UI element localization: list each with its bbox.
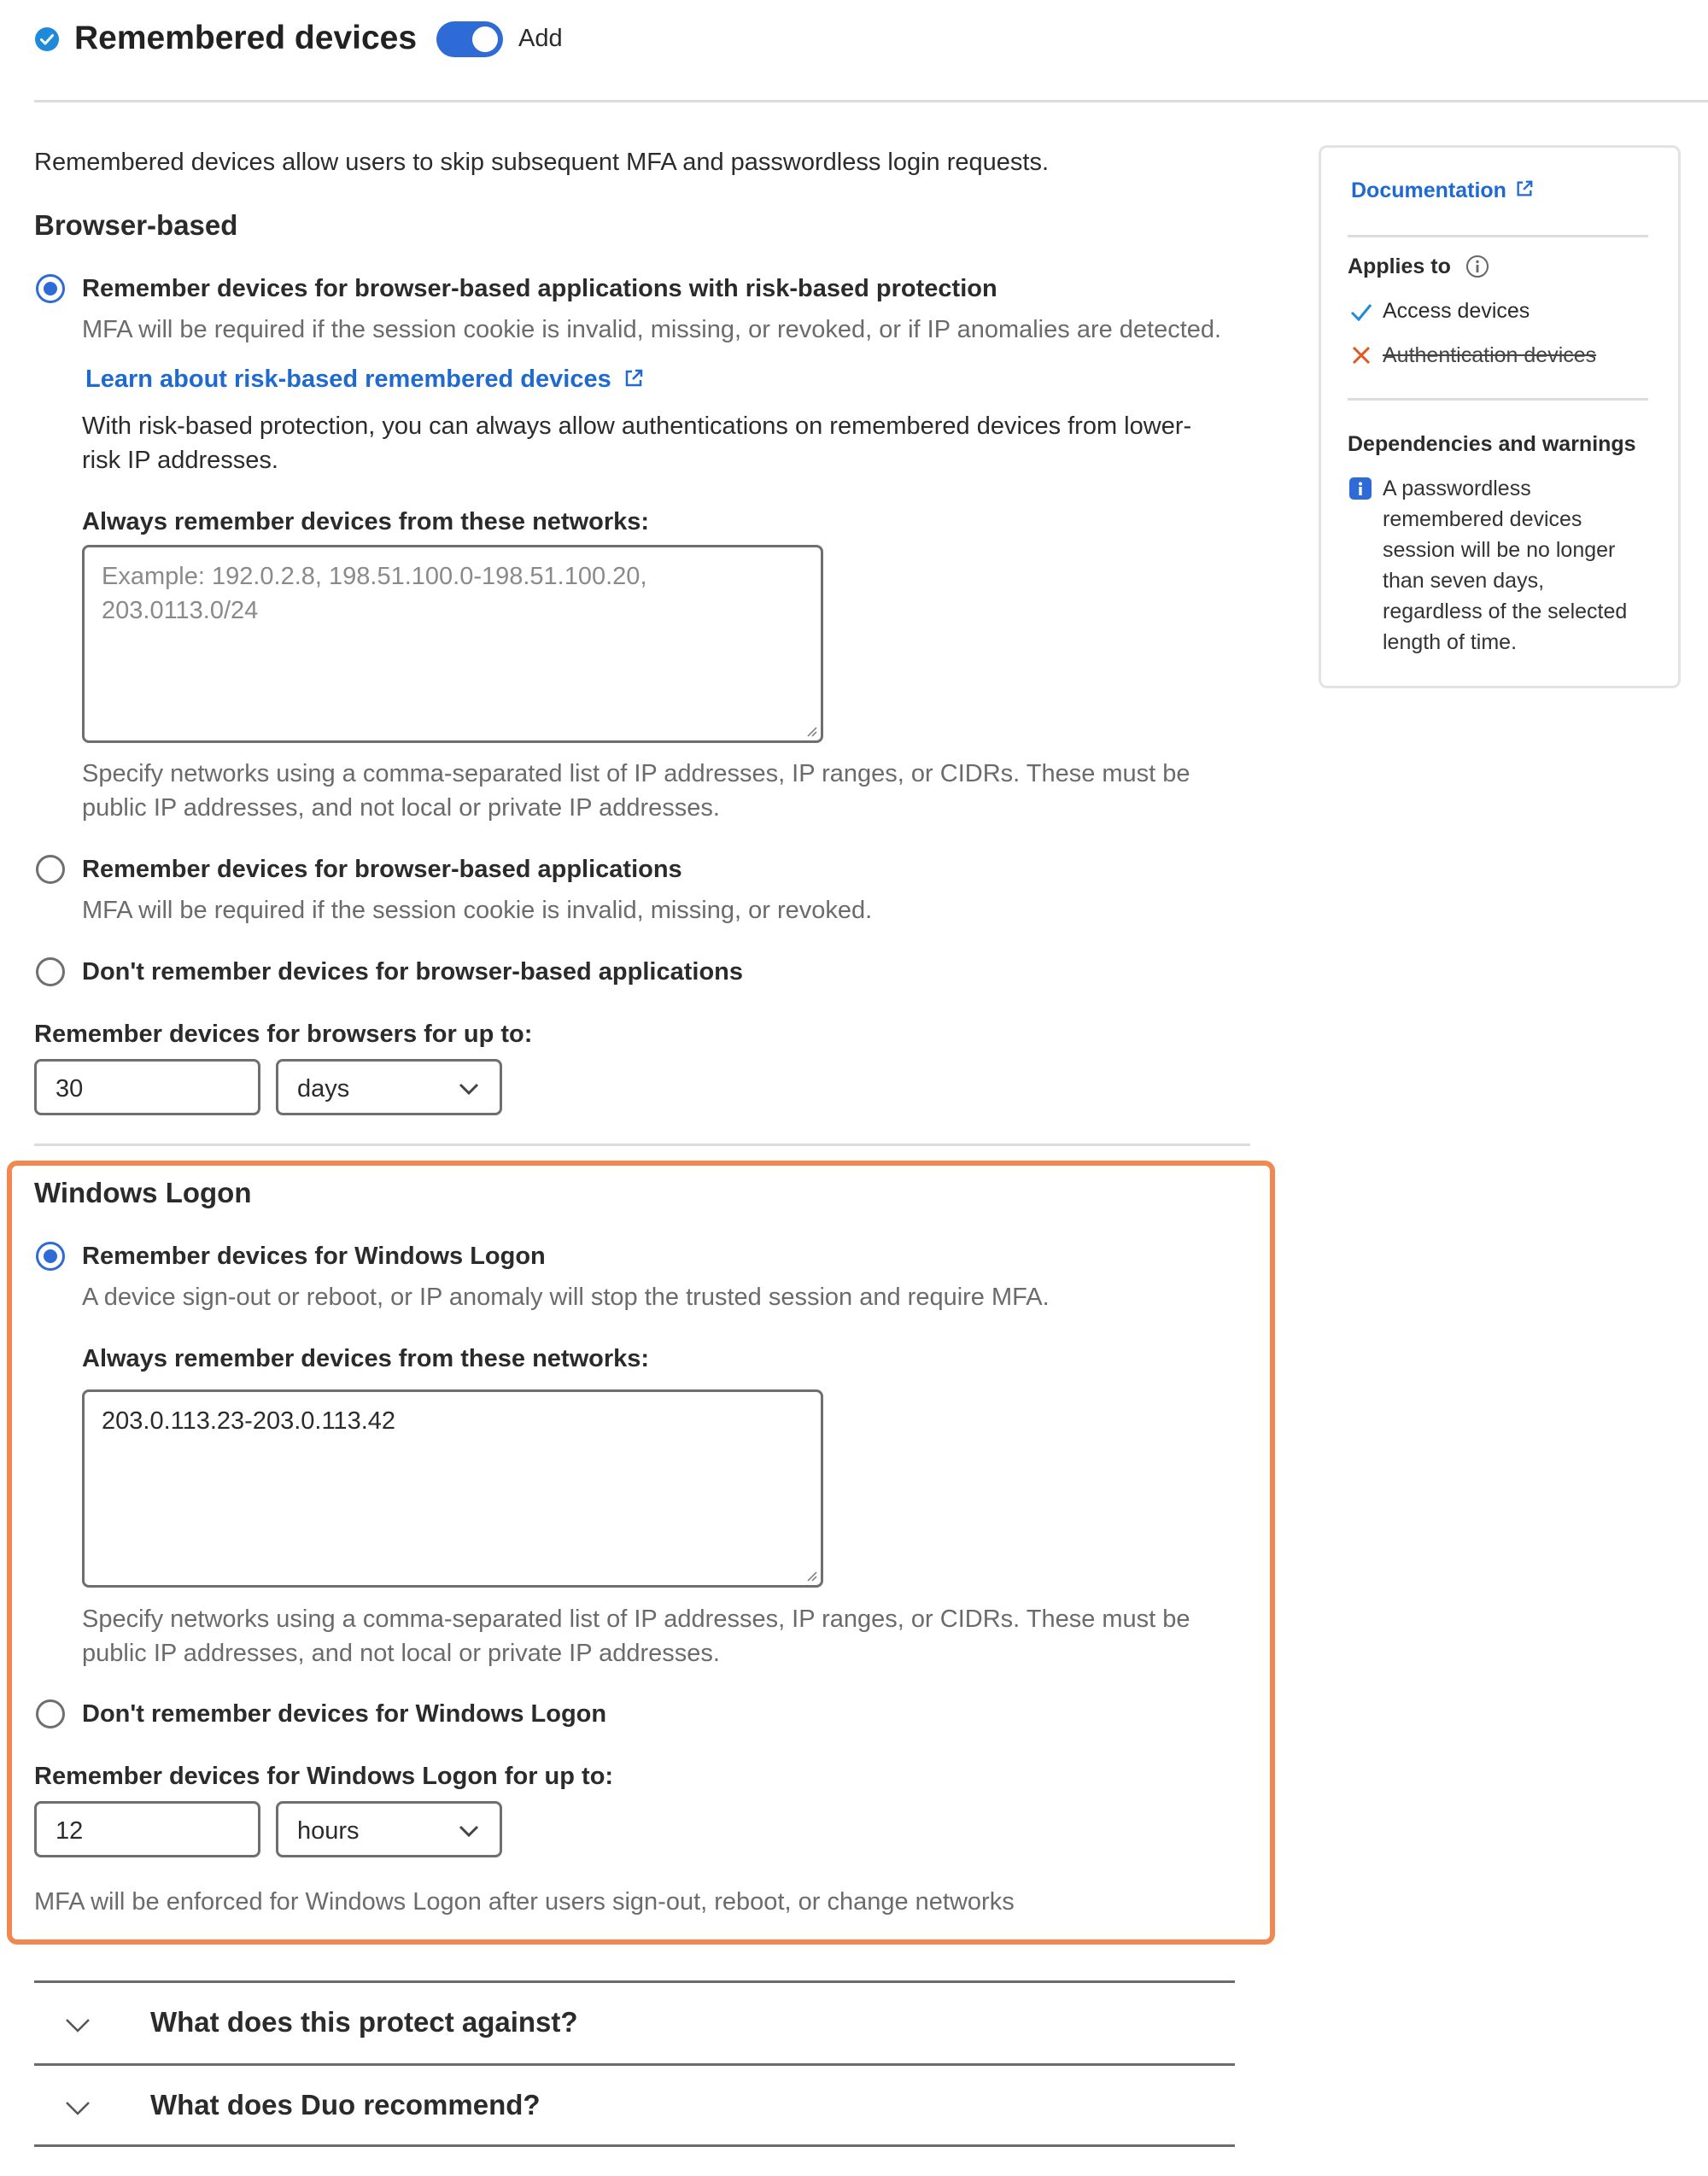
windows-footer-note: MFA will be enforced for Windows Logon after users sign-out, reboot, or change networks — [34, 1888, 1015, 1916]
option-browser-risk-desc: MFA will be required if the session cookie is invalid, missing, or revoked, or if IP anomalies are detected. — [82, 316, 1222, 343]
risk-note-line2: risk IP addresses. — [82, 447, 278, 474]
radio-windows-none[interactable] — [36, 1699, 65, 1729]
accordion-divider-bottom — [34, 2144, 1235, 2147]
card-divider-1 — [1348, 235, 1648, 237]
browser-duration-input[interactable] — [34, 1059, 260, 1115]
page-title: Remembered devices — [74, 20, 418, 56]
option-windows-remember-label: Remember devices for Windows Logon — [82, 1243, 546, 1270]
toggle-label: Add — [518, 25, 563, 52]
dependencies-line: A passwordless — [1383, 477, 1531, 500]
documentation-link[interactable] — [1351, 175, 1534, 206]
chevron-down-icon — [457, 1079, 481, 1099]
windows-networks-label: Always remember devices from these networks: — [82, 1345, 650, 1372]
windows-duration-input[interactable] — [34, 1801, 260, 1857]
dependencies-line: than seven days, — [1383, 569, 1545, 593]
chevron-down-icon — [63, 2097, 92, 2118]
header-divider — [34, 100, 1708, 102]
info-icon[interactable] — [1465, 254, 1489, 278]
resize-grip-icon — [804, 1568, 817, 1582]
option-windows-remember-desc: A device sign-out or reboot, or IP anomaly will stop the trusted session and require MFA. — [82, 1284, 1050, 1311]
add-toggle[interactable] — [436, 21, 503, 57]
dependencies-heading: Dependencies and warnings — [1348, 432, 1636, 456]
windows-networks-help-line2: public IP addresses, and not local or private IP addresses. — [82, 1640, 720, 1667]
risk-learn-link[interactable] — [85, 362, 644, 398]
browser-networks-help-line2: public IP addresses, and not local or private IP addresses. — [82, 794, 720, 822]
dependencies-line: remembered devices — [1383, 507, 1582, 531]
option-windows-none-label: Don't remember devices for Windows Logon — [82, 1700, 607, 1728]
accordion-recommend[interactable] — [34, 2066, 1235, 2144]
option-browser-basic-label: Remember devices for browser-based applications — [82, 856, 682, 883]
info-filled-icon — [1349, 477, 1372, 500]
browser-networks-label: Always remember devices from these networks: — [82, 508, 650, 535]
windows-duration-label: Remember devices for Windows Logon for up to: — [34, 1763, 614, 1790]
windows-duration-unit: hours — [297, 1817, 360, 1845]
accordion-protect-label: What does this protect against? — [150, 2006, 578, 2038]
chevron-down-icon — [457, 1821, 481, 1841]
card-divider-2 — [1348, 398, 1648, 401]
windows-duration-value: 12 — [56, 1817, 84, 1845]
risk-note-line1: With risk-based protection, you can always allow authentications on remembered devices from lower- — [82, 412, 1192, 440]
applies-authentication-devices: Authentication devices — [1383, 343, 1597, 367]
option-browser-basic-desc: MFA will be required if the session cookie is invalid, missing, or revoked. — [82, 897, 873, 924]
dependencies-text — [1383, 473, 1627, 658]
applies-access-devices: Access devices — [1383, 299, 1530, 323]
radio-browser-risk[interactable] — [36, 274, 65, 303]
dependencies-line: length of time. — [1383, 630, 1518, 654]
accordion-protect[interactable] — [34, 1983, 1235, 2063]
windows-duration-unit-select[interactable] — [276, 1801, 502, 1857]
browser-duration-unit-select[interactable] — [276, 1059, 502, 1115]
radio-windows-remember[interactable] — [36, 1242, 65, 1271]
external-link-icon — [1515, 179, 1534, 202]
accordion-recommend-label: What does Duo recommend? — [150, 2089, 541, 2120]
external-link-icon — [623, 364, 644, 398]
browser-section-divider — [34, 1144, 1250, 1146]
dependencies-line: regardless of the selected — [1383, 600, 1628, 623]
browser-duration-value: 30 — [56, 1075, 84, 1103]
check-icon — [1349, 301, 1373, 323]
chevron-down-icon — [63, 2015, 92, 2035]
intro-text: Remembered devices allow users to skip subsequent MFA and passwordless login requests. — [34, 149, 1049, 176]
browser-networks-help-line1: Specify networks using a comma-separated list of IP addresses, IP ranges, or CIDRs. These must be — [82, 760, 1190, 787]
browser-networks-placeholder: Example: 192.0.2.8, 198.51.100.0-198.51.100.20, 203.0113.0/24 — [102, 563, 654, 624]
dependencies-line: session will be no longer — [1383, 538, 1616, 562]
x-icon — [1351, 345, 1372, 366]
browser-networks-textarea[interactable] — [82, 545, 823, 743]
option-browser-risk-label: Remember devices for browser-based applications with risk-based protection — [82, 275, 997, 302]
browser-duration-unit: days — [297, 1075, 350, 1103]
documentation-link-text: Documentation — [1351, 178, 1506, 202]
radio-browser-basic[interactable] — [36, 855, 65, 884]
radio-browser-none[interactable] — [36, 957, 65, 986]
windows-networks-value: 203.0.113.23-203.0.113.42 — [102, 1407, 396, 1435]
browser-heading: Browser-based — [34, 209, 238, 241]
applies-to-label: Applies to — [1348, 254, 1451, 278]
option-browser-none-label: Don't remember devices for browser-based applications — [82, 958, 744, 986]
risk-learn-link-text: Learn about risk-based remembered devices — [85, 366, 611, 393]
windows-networks-textarea[interactable] — [82, 1389, 823, 1588]
browser-duration-label: Remember devices for browsers for up to: — [34, 1021, 533, 1048]
windows-heading: Windows Logon — [34, 1177, 252, 1208]
resize-grip-icon — [804, 723, 817, 737]
status-check-icon — [34, 26, 60, 52]
windows-networks-help-line1: Specify networks using a comma-separated list of IP addresses, IP ranges, or CIDRs. These must be — [82, 1606, 1190, 1633]
